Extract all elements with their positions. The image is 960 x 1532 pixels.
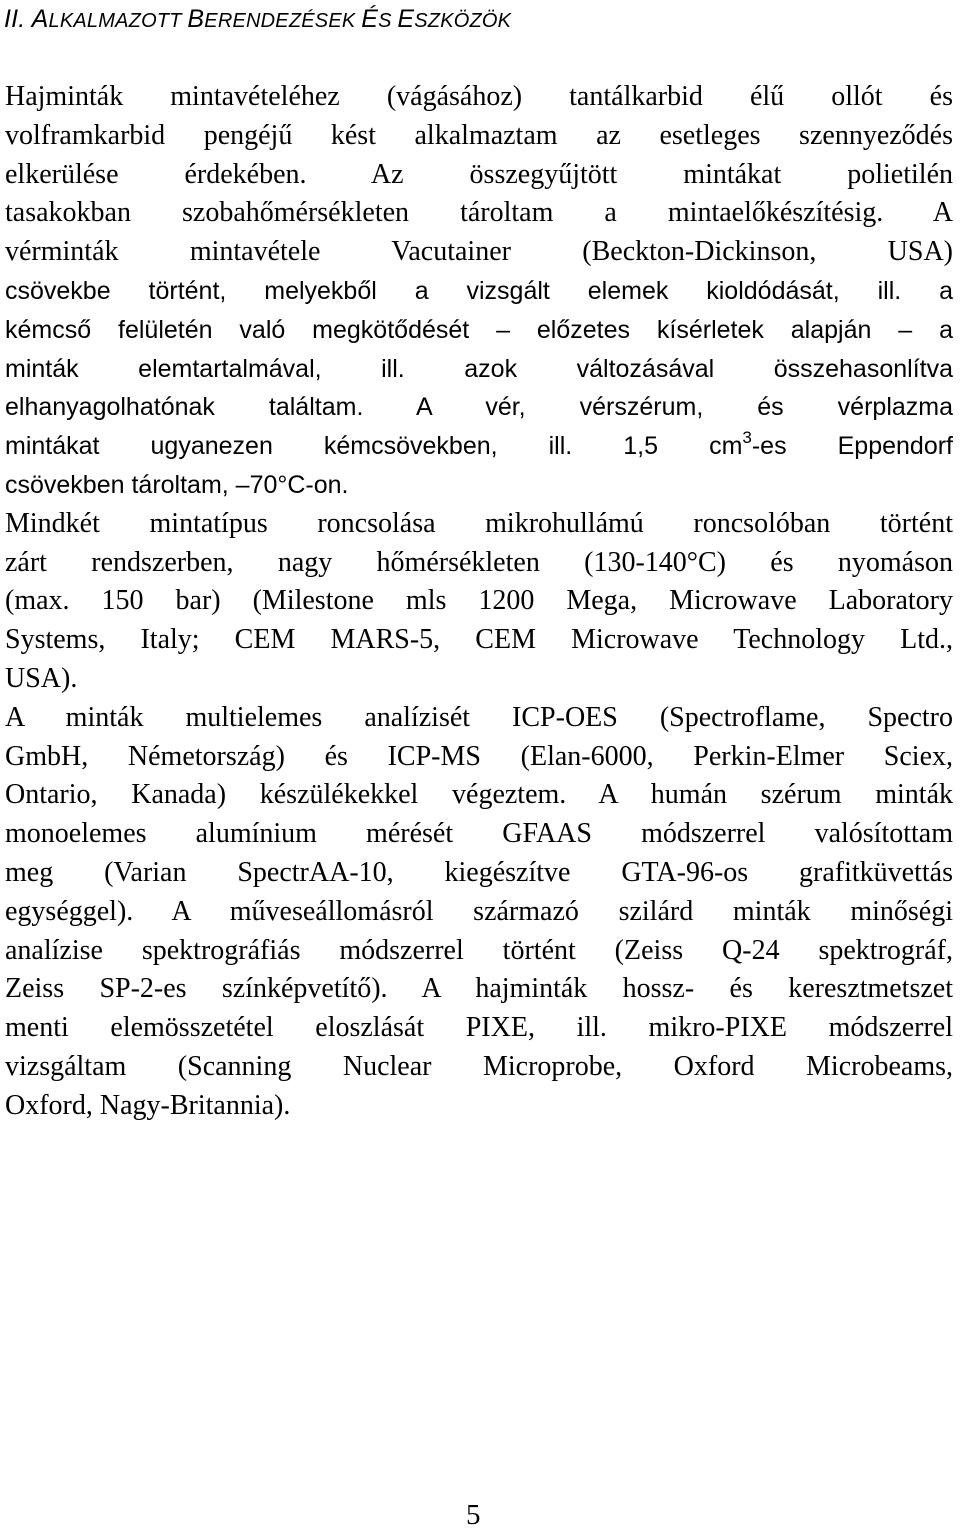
text-line: Systems, Italy; CEM MARS-5, CEM Microwave Technology Ltd., [5, 624, 953, 656]
text-line: monoelemes alumínium mérését GFAAS módszerrel valósítottam [5, 818, 953, 850]
text-line: vizsgáltam (Scanning Nuclear Microprobe, Oxford Microbeams, [5, 1050, 953, 1082]
text-line: USA). [5, 662, 78, 694]
text-line: Hajminták mintavételéhez (vágásához) tantálkarbid élű ollót és [5, 81, 953, 112]
text-line: (max. 150 bar) (Milestone mls 1200 Mega, Microwave Laboratory [5, 585, 953, 617]
text-line: csövekben tároltam, –70°C-on. [5, 470, 349, 499]
heading-letter-e-accent: É [361, 5, 379, 33]
heading-word-berendezesek: ERENDEZÉSEK [204, 10, 362, 32]
text-line: tasakokban szobahőmérsékleten tároltam a mintaelőkészítésig. A [5, 197, 953, 229]
text-line: vérminták mintavétele Vacutainer (Beckton-Dickinson, USA) [5, 236, 953, 268]
text-line: menti elemösszetétel eloszlását PIXE, ill. mikro-PIXE módszerrel [5, 1012, 953, 1044]
body-text [5, 78, 953, 1126]
heading-word-es: S [378, 10, 398, 32]
page-number: 5 [466, 1499, 481, 1531]
text-line: Ontario, Kanada) készülékekkel végeztem. A humán szérum minták [5, 779, 953, 811]
text-line: Zeiss SP-2-es színképvetítő). A hajminták hossz- és keresztmetszet [5, 973, 953, 1005]
heading-word-eszkozok: SZKÖZÖK [414, 10, 512, 32]
text-line: kémcső felületén való megkötődését – előzetes kísérletek alapján – a [5, 315, 953, 344]
text-line: zárt rendszerben, nagy hőmérsékleten (130-140°C) és nyomáson [5, 546, 953, 578]
text-span: mintákat ugyanezen kémcsövekben, ill. 1,5 cm [5, 432, 743, 461]
text-line: volframkarbid pengéjű kést alkalmaztam az esetleges szennyeződés [5, 119, 953, 151]
heading-prefix: II. [4, 5, 32, 33]
text-line: egységgel). A műveseállomásról származó szilárd minták minőségi [5, 895, 953, 927]
text-line: A minták multielemes analízisét ICP-OES (Spectroflame, Spectro [5, 701, 953, 733]
text-line-with-superscript [5, 427, 953, 466]
text-line: Mindkét mintatípus roncsolása mikrohullámú roncsolóban történt [5, 507, 953, 539]
heading-word-alkalmazott: LKALMAZOTT [48, 10, 188, 32]
heading-letter-a: A [31, 5, 49, 33]
text-line: elkerülése érdekében. Az összegyűjtött mintákat polietilén [5, 158, 953, 190]
text-line: minták elemtartalmával, ill. azok változásával összehasonlítva [5, 354, 953, 383]
text-line: analízise spektrográfiás módszerrel történt (Zeiss Q-24 spektrográf, [5, 934, 953, 966]
heading-letter-e: E [397, 5, 415, 33]
heading-letter-b: B [187, 5, 205, 33]
text-line: csövekbe történt, melyekből a vizsgált elemek kioldódását, ill. a [5, 276, 953, 305]
text-line: meg (Varian SpectrAA-10, kiegészítve GTA-96-os grafitküvettás [5, 856, 953, 888]
text-line: elhanyagolhatónak találtam. A vér, vérszérum, és vérplazma [5, 393, 953, 422]
text-line: GmbH, Németország) és ICP-MS (Elan-6000, Perkin-Elmer Sciex, [5, 740, 953, 772]
superscript: 3 [742, 428, 752, 448]
text-line: Oxford, Nagy-Britannia). [5, 1089, 291, 1121]
section-heading [4, 4, 511, 36]
text-span: -es Eppendorf [751, 432, 953, 461]
